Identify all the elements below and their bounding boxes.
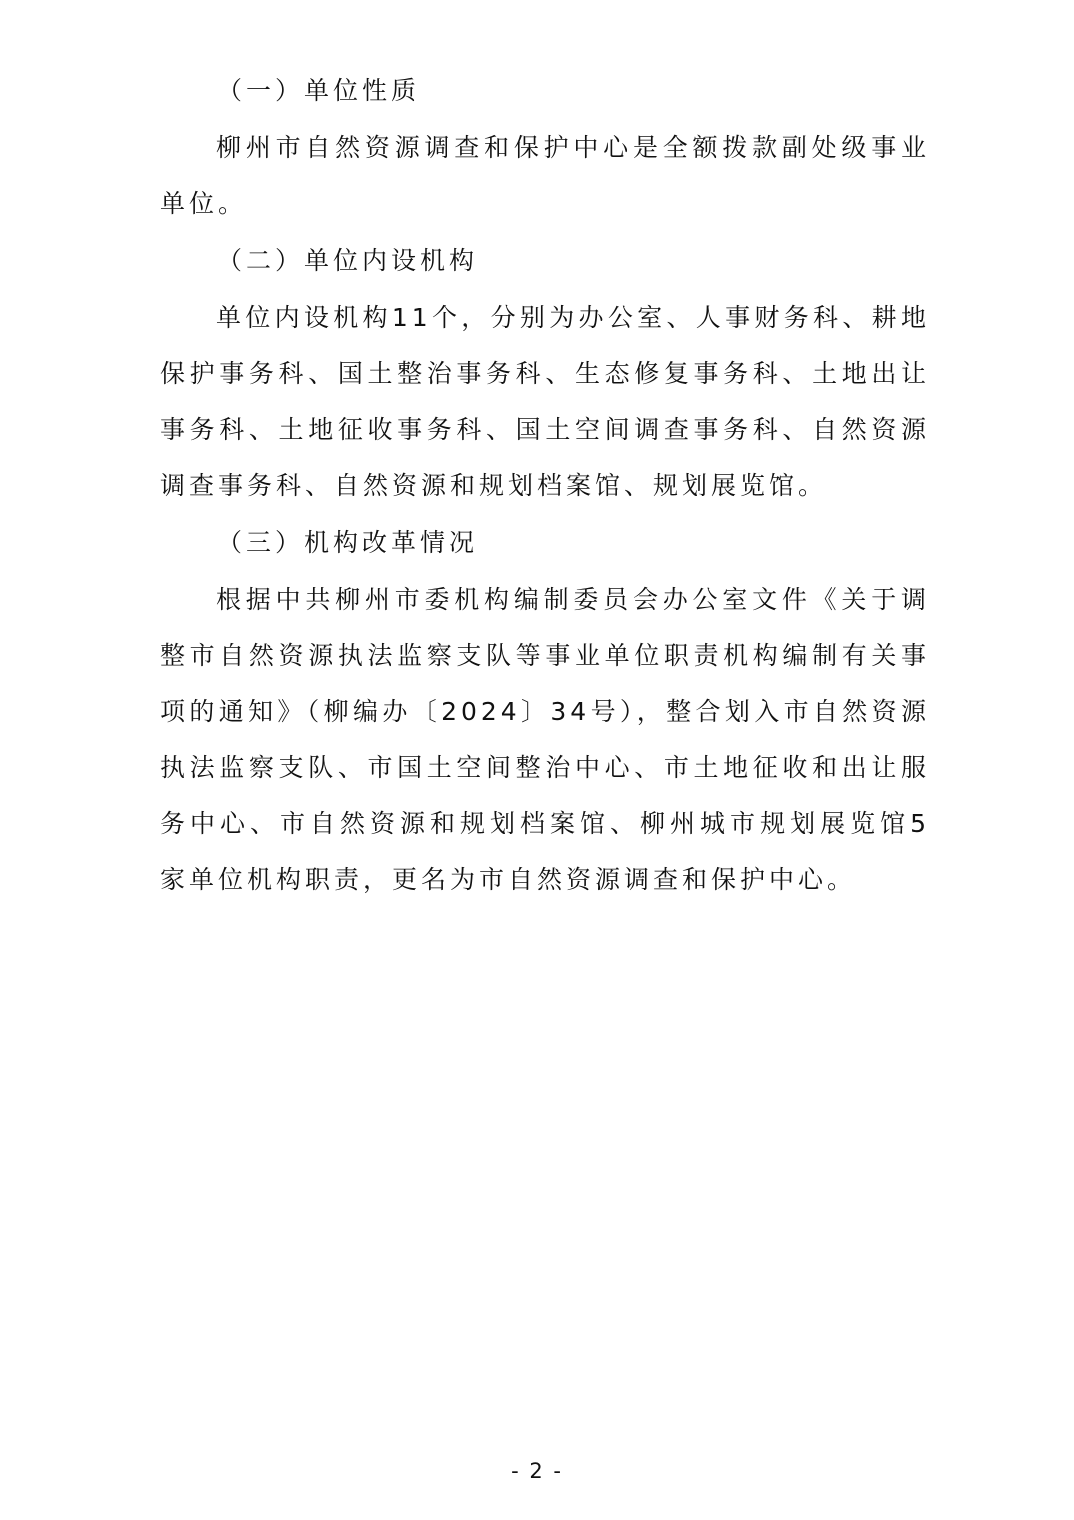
section-heading-unit-nature: （一）单位性质 bbox=[217, 76, 421, 105]
page-number: - 2 - bbox=[511, 1459, 563, 1483]
document-body bbox=[160, 62, 930, 908]
paragraph-unit-nature: 柳州市自然资源调查和保护中心是全额拨款副处级事业单位。 bbox=[160, 133, 930, 218]
paragraph-internal-departments: 单位内设机构11个，分别为办公室、人事财务科、耕地保护事务科、国土整治事务科、生态修复事务科、土地出让事务科、土地征收事务科、国土空间调查事务科、自然资源调查事务科、自然资源和规划档案馆、规划展览馆。 bbox=[160, 303, 930, 500]
section-heading-internal-departments: （二）单位内设机构 bbox=[217, 246, 479, 275]
section-heading-institutional-reform: （三）机构改革情况 bbox=[217, 528, 479, 557]
paragraph-institutional-reform: 根据中共柳州市委机构编制委员会办公室文件《关于调整市自然资源执法监察支队等事业单位职责机构编制有关事项的通知》（柳编办〔2024〕34号），整合划入市自然资源执法监察支队、市国土空间整治中心、市土地征收和出让服务中心、市自然资源和规划档案馆、柳州城市规划展览馆5家单位机构职责，更名为市自然资源调查和保护中心。 bbox=[160, 585, 930, 894]
